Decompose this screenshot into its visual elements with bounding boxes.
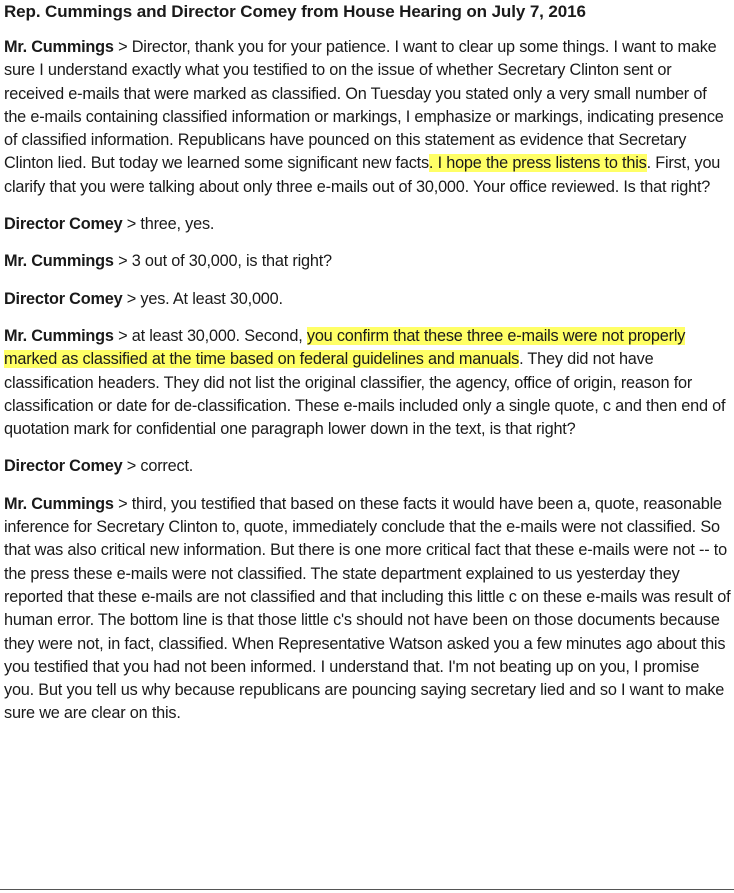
transcript-document — [4, 0, 732, 726]
paragraph-comey-3 — [4, 455, 732, 478]
paragraph-cummings-1 — [4, 36, 732, 199]
speaker-name: Mr. Cummings — [4, 494, 114, 513]
speaker-name: Mr. Cummings — [4, 326, 114, 345]
paragraph-text: > correct. — [122, 457, 194, 476]
paragraph-cummings-3 — [4, 325, 732, 441]
paragraph-text: > third, you testified that based on these facts it would have been a, quote, reasonable inference for Secretary Clinton to, quote, immediately conclude that the e-mails were not classified. So that was also critical new information. But there is one more critical fact that these e-mails were not -- to the press these e-mails were not classified. The state department explained to us yesterday they reported that these e-mails are not classified and that including this little c on these e-mails was result of human error. The bottom line is that those little c's should not have been on those documents because they were not, in fact, classified. When Representative Watson asked you a few minutes ago about this you testified that you had not been informed. I understand that. I'm not beating up on you, I promise you. But you tell us why because republicans are pouncing saying secretary lied and so I want to make sure we are clear on this. — [4, 494, 731, 723]
speaker-name: Director Comey — [4, 457, 123, 476]
speaker-name: Mr. Cummings — [4, 252, 114, 271]
highlighted-text: . I hope the press listens to this — [428, 154, 647, 173]
paragraph-text: > 3 out of 30,000, is that right? — [113, 252, 332, 271]
paragraph-comey-1 — [4, 213, 732, 236]
document-title: Rep. Cummings and Director Comey from House Hearing on July 7, 2016 — [4, 2, 586, 21]
paragraph-text: > at least 30,000. Second, — [113, 326, 307, 345]
speaker-name: Mr. Cummings — [4, 38, 114, 56]
paragraph-text: . They did not have classification headers. They did not list the original classifier, the agency, office of origin, reason for classification or date for de-classification. These e-mails included only a single quote, c and then end of quotation mark for confidential one paragraph lower down in the text, is that right? — [4, 350, 726, 439]
paragraph-text: > Director, thank you for your patience. I want to clear up some things. I want to make sure I understand exactly what you testified to on the issue of whether Secretary Clinton sent or received e-mails that were marked as classified. On Tuesday you stated only a very small number of the e-mails containing classified information or markings, I emphasize or markings, indicating presence of classified information. Republicans have pounced on this statement as evidence that Secretary Clinton lied. But today we learned some significant new facts — [4, 38, 724, 173]
speaker-name: Director Comey — [4, 289, 123, 308]
speaker-name: Director Comey — [4, 215, 123, 234]
bottom-border — [0, 889, 734, 890]
paragraph-cummings-4 — [4, 493, 732, 726]
paragraph-comey-2 — [4, 288, 732, 311]
paragraph-text: > yes. At least 30,000. — [122, 289, 283, 308]
paragraph-text: > three, yes. — [122, 215, 215, 234]
highlighted-text: you confirm that these three e-mails were not properly marked as classified at the time based on federal guidelines and manuals — [4, 326, 686, 369]
paragraph-cummings-2 — [4, 250, 732, 273]
paragraph-text: . First, you clarify that you were talking about only three e-mails out of 30,000. Your office reviewed. Is that right? — [4, 154, 721, 196]
